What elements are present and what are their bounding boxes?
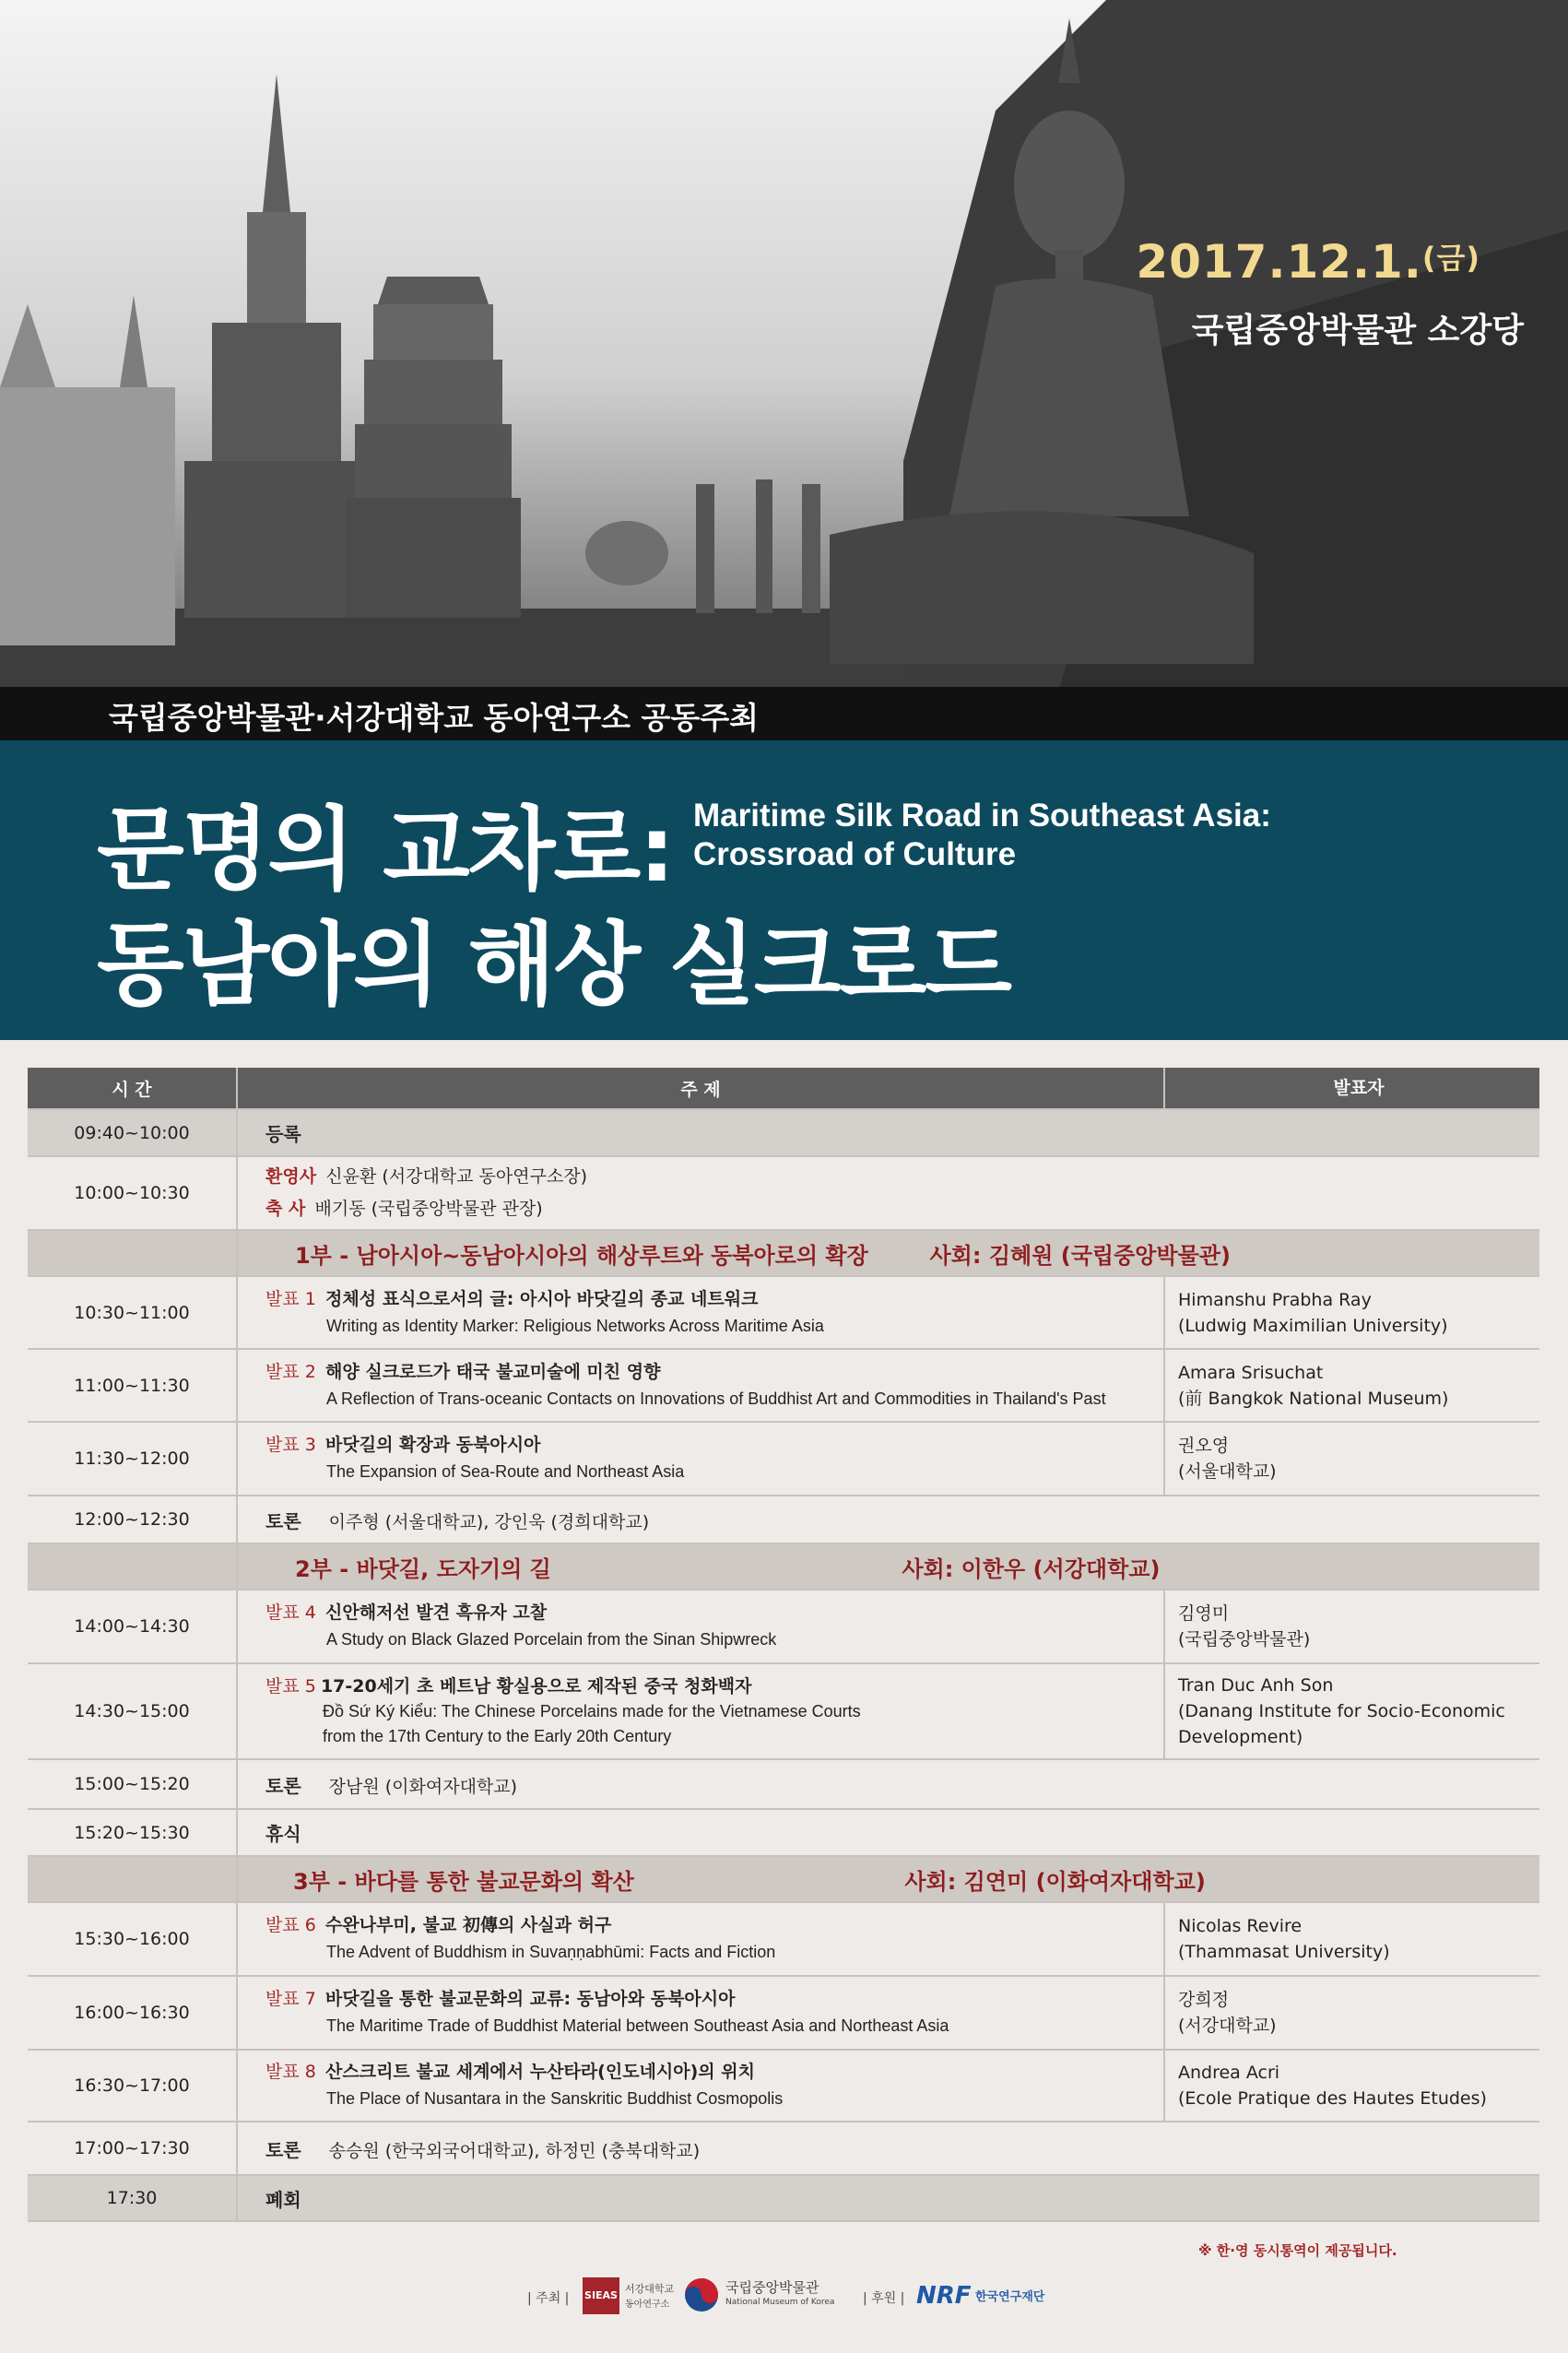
table-row: 14:00~14:30 발표 4 신안해저선 발견 흑유자 고찰 A Study on Black Glazed Porcelain from the Sinan Shipwreck 김영미 (국립중앙박물관)	[28, 1590, 1539, 1663]
event-venue: 국립중앙박물관 소강당	[1191, 312, 1524, 349]
header-time: 시 간	[28, 1068, 237, 1109]
table-row: 15:20~15:30 휴식	[28, 1809, 1539, 1856]
event-day: (금)	[1421, 241, 1480, 276]
row-speaker: Amara Srisuchat (前 Bangkok National Museum)	[1164, 1349, 1539, 1422]
row-time: 09:40~10:00	[28, 1109, 237, 1156]
sponsor-label: | 후원 |	[863, 2291, 905, 2306]
row-time: 15:20~15:30	[28, 1809, 237, 1856]
title-english-line1: Maritime Silk Road in Southeast Asia:	[693, 798, 1271, 834]
table-row: 17:30 폐회	[28, 2175, 1539, 2221]
sogang-name: 서강대학교	[625, 2283, 675, 2295]
title-korean-line2: 동남아의 해상 실크로드	[97, 913, 1010, 1018]
section-row	[28, 1856, 1539, 1902]
section-title: 2부 - 바닷길, 도자기의 길	[295, 1555, 551, 1582]
section-row	[28, 1543, 1539, 1590]
table-row: 16:00~16:30 발표 7 바닷길을 통한 불교문화의 교류: 동남아와 동북아시아 The Maritime Trade of Buddhist Material between Southeast Asia and Northeast Asia 강희정 (서강대학교)	[28, 1976, 1539, 2050]
row-time: 15:30~16:00	[28, 1902, 237, 1976]
row-topic: 등록	[237, 1109, 1539, 1156]
row-time: 16:30~17:00	[28, 2050, 237, 2122]
row-time: 14:00~14:30	[28, 1590, 237, 1663]
hero-photo	[0, 0, 1568, 687]
row-speaker: Andrea Acri (Ecole Pratique des Hautes Etudes)	[1164, 2050, 1539, 2122]
row-time: 11:00~11:30	[28, 1349, 237, 1422]
schedule-table	[28, 1068, 1539, 2222]
row-speaker: Himanshu Prabha Ray (Ludwig Maximilian University)	[1164, 1276, 1539, 1349]
host-label: | 주최 |	[527, 2291, 570, 2306]
row-time: 15:00~15:20	[28, 1759, 237, 1809]
row-speaker: Tran Duc Anh Son (Danang Institute for Socio-Economic Development)	[1164, 1663, 1539, 1759]
table-row: 15:00~15:20 토론 장남원 (이화여자대학교)	[28, 1759, 1539, 1809]
table-row: 14:30~15:00 발표 5 17-20세기 초 베트남 황실용으로 제작된 중국 청화백자 Đồ Sứ Ký Kiểu: The Chinese Porcelains made for the Vietnamese Courts from the 17th Century to the Early 20th Century Tran Duc Anh Son (Danang Institute for Socio-Economic Development)	[28, 1663, 1539, 1759]
row-speaker: 강희정 (서강대학교)	[1164, 1976, 1539, 2050]
row-speaker: 권오영 (서울대학교)	[1164, 1422, 1539, 1496]
cohost-bar	[0, 687, 1568, 740]
header-topic: 주 제	[237, 1068, 1164, 1109]
section-row	[28, 1230, 1539, 1276]
table-row: 12:00~12:30 토론 이주형 (서울대학교), 강인욱 (경희대학교)	[28, 1496, 1539, 1543]
table-row	[28, 1109, 1539, 1156]
sogang-sub: 동아연구소	[625, 2300, 670, 2310]
row-time: 17:30	[28, 2175, 237, 2221]
table-row: 10:30~11:00 발표 1 정체성 표식으로서의 글: 아시아 바닷길의 종교 네트워크 Writing as Identity Marker: Religious Networks Across Maritime Asia Himanshu Prabha Ray (Ludwig Maximilian University)	[28, 1276, 1539, 1349]
nrf-name: 한국연구재단	[975, 2290, 1045, 2304]
row-time: 16:00~16:30	[28, 1976, 237, 2050]
museum-sub: National Museum of Korea	[725, 2298, 835, 2307]
row-time: 11:30~12:00	[28, 1422, 237, 1496]
title-korean-line1: 문명의 교차로:	[97, 798, 674, 903]
interpretation-note: ※ 한·영 동시통역이 제공됩니다.	[1198, 2242, 1397, 2259]
footer-logos	[0, 2270, 1568, 2325]
taegeuk-icon	[684, 2277, 719, 2312]
row-topic: 환영사 신윤환 (서강대학교 동아연구소장) 축 사 배기동 (국립중앙박물관 관장)	[237, 1156, 1539, 1230]
row-speaker: 김영미 (국립중앙박물관)	[1164, 1590, 1539, 1663]
section-moderator: 사회: 김혜원 (국립중앙박물관)	[929, 1242, 1231, 1269]
header-speaker: 발표자	[1164, 1068, 1539, 1109]
row-speaker: Nicolas Revire (Thammasat University)	[1164, 1902, 1539, 1976]
cohost-text: 국립중앙박물관·서강대학교 동아연구소 공동주최	[109, 700, 759, 736]
title-english-line2: Crossroad of Culture	[693, 836, 1017, 872]
sogang-logo: SIEAS	[583, 2277, 619, 2314]
table-row: 17:00~17:30 토론 송승원 (한국외국어대학교), 하정민 (충북대학교)	[28, 2122, 1539, 2175]
table-row	[28, 1156, 1539, 1230]
section-moderator: 사회: 이한우 (서강대학교)	[902, 1555, 1161, 1582]
row-time: 14:30~15:00	[28, 1663, 237, 1759]
row-time: 10:00~10:30	[28, 1156, 237, 1230]
museum-name: 국립중앙박물관	[725, 2279, 819, 2296]
title-banner	[0, 740, 1568, 1040]
table-header-row	[28, 1068, 1539, 1109]
row-time: 12:00~12:30	[28, 1496, 237, 1543]
table-row: 11:00~11:30 발표 2 해양 실크로드가 태국 불교미술에 미친 영향 A Reflection of Trans-oceanic Contacts on Innovations of Buddhist Art and Commodities in Thailand's Past Amara Srisuchat (前 Bangkok National Museum)	[28, 1349, 1539, 1422]
event-date: 2017.12.1.$^{(금)}$	[1136, 235, 1480, 289]
row-time: 17:00~17:30	[28, 2122, 237, 2175]
section-title: 3부 - 바다를 통한 불교문화의 확산	[293, 1868, 634, 1895]
row-time: 10:30~11:00	[28, 1276, 237, 1349]
section-title: 1부 - 남아시아~동남아시아의 해상루트와 동북아로의 확장	[295, 1242, 868, 1269]
table-row: 16:30~17:00 발표 8 산스크리트 불교 세계에서 누산타라(인도네시아)의 위치 The Place of Nusantara in the Sanskritic Buddhist Cosmopolis Andrea Acri (Ecole Pratique des Hautes Etudes)	[28, 2050, 1539, 2122]
section-moderator: 사회: 김연미 (이화여자대학교)	[904, 1868, 1206, 1895]
table-row: 15:30~16:00 발표 6 수완나부미, 불교 初傳의 사실과 허구 The Advent of Buddhism in Suvaṇṇabhūmi: Facts and Fiction Nicolas Revire (Thammasat University)	[28, 1902, 1539, 1976]
nrf-logo: NRF	[916, 2282, 972, 2310]
table-row: 11:30~12:00 발표 3 바닷길의 확장과 동북아시아 The Expansion of Sea-Route and Northeast Asia 권오영 (서울대학교)	[28, 1422, 1539, 1496]
